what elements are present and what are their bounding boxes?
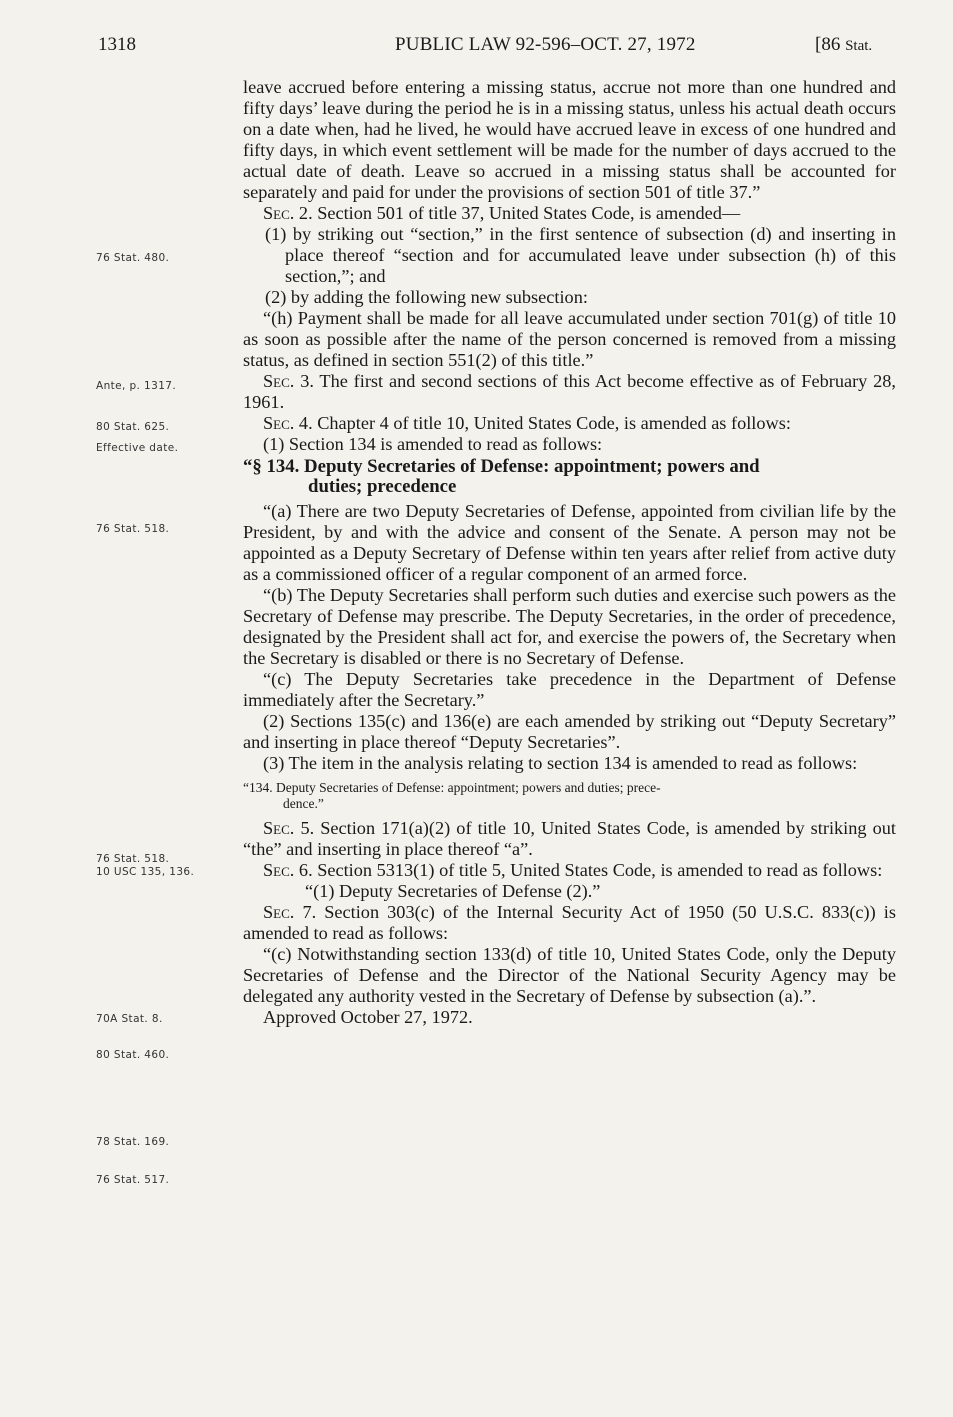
margin-note-line: 10 USC 135, 136.: [96, 866, 195, 878]
margin-note: 80 Stat. 625.: [96, 421, 170, 433]
section-text: 5. Section 171(a)(2) of title 10, United States Code, is amended by striking out “the” and inserting in place thereof “a”.: [243, 818, 896, 859]
paragraph: (1) Section 134 is amended to read as follows:: [263, 434, 603, 454]
paragraph: (3) The item in the analysis relating to section 134 is amended to read as follows:: [263, 753, 858, 773]
section-label: Sec.: [263, 860, 295, 880]
paragraph: leave accrued before entering a missing status, accrue not more than one hundred and fifty days’ leave during the period he is in a missing status, unless his actual death occurs on a date when, had he lived, he would have accrued leave in excess of one hundred and fifty days, in which event settlement will be made for the number of days accrued to the actual date of death. Leave so accrued in a missing status shall be accounted for separately and paid for under the provisions of section 501 of title 37.”: [243, 77, 896, 202]
heading-line: “§ 134. Deputy Secretaries of Defense: appointment; powers and: [243, 456, 760, 477]
paragraph: “(b) The Deputy Secretaries shall perform such duties and exercise such powers as the Secretary of Defense may prescribe. The Deputy Secretaries, in the order of precedence, designated by the President shall act for, and exercise the powers of, the Secretary when the Secretary is disabled or there is no Secretary of Defense.: [243, 585, 896, 668]
statute-volume: [86: [815, 34, 846, 55]
margin-note: 76 Stat. 517.: [96, 1174, 170, 1186]
section-text: 2. Section 501 of title 37, United States Code, is amended—: [294, 203, 741, 223]
analysis-item: [243, 780, 896, 812]
analysis-line: “134. Deputy Secretaries of Defense: appointment; powers and duties; prece-: [243, 780, 661, 795]
statute-abbrev: Stat.: [845, 38, 873, 54]
paragraph: “(h) Payment shall be made for all leave accumulated under section 701(g) of title 10 as soon as possible after the name of the person concerned is removed from a missing status, as defined in section 551(2) of this title.”: [243, 308, 896, 370]
section-heading: [243, 457, 896, 497]
paragraph: (2) by adding the following new subsection:: [265, 287, 588, 307]
section-label: Sec.: [263, 203, 295, 223]
analysis-line: dence.”: [283, 796, 324, 811]
margin-note: [96, 853, 246, 879]
margin-note: 80 Stat. 460.: [96, 1049, 170, 1061]
section-5: [243, 818, 896, 860]
paragraph: “(c) Notwithstanding section 133(d) of title 10, United States Code, only the Deputy Secretaries of Defense and the Director of the National Security Agency may be delegated any authority vested in the Secretary of Defense by subsection (a).”.: [243, 944, 896, 1006]
heading-line: duties; precedence: [308, 476, 457, 497]
approval-date: Approved October 27, 1972.: [263, 1007, 473, 1027]
section-label: Sec.: [263, 413, 295, 433]
section-4: [243, 413, 896, 434]
section-6: [243, 860, 896, 881]
margin-note: Effective date.: [96, 442, 179, 454]
paragraph: “(a) There are two Deputy Secretaries of Defense, appointed from civilian life by the President, by and with the advice and consent of the Senate. A person may not be appointed as a Deputy Secretary of Defense within ten years after relief from active duty as a commissioned officer of a regular component of an armed force.: [243, 501, 896, 584]
section-text: 3. The first and second sections of this Act become effective as of February 28, 1961.: [243, 371, 896, 412]
page-header: [0, 34, 953, 58]
page-number: 1318: [98, 34, 136, 55]
margin-note: 78 Stat. 169.: [96, 1136, 170, 1148]
margin-note: Ante, p. 1317.: [96, 380, 177, 392]
paragraph: (2) Sections 135(c) and 136(e) are each amended by striking out “Deputy Secretary” and inserting in place thereof “Deputy Secretaries”.: [243, 711, 896, 752]
margin-note: 76 Stat. 480.: [96, 252, 170, 264]
page-title: PUBLIC LAW 92-596–OCT. 27, 1972: [395, 34, 696, 55]
paragraph: (1) by striking out “section,” in the first sentence of subsection (d) and inserting in place thereof “section and for accumulated leave under subsection (h) of this section,”; and: [265, 224, 896, 286]
margin-note-line: 76 Stat. 518.: [96, 853, 170, 865]
section-3: [243, 371, 896, 413]
body-text: [243, 77, 896, 1028]
section-label: Sec.: [263, 371, 295, 391]
paragraph: “(1) Deputy Secretaries of Defense (2).”: [305, 881, 601, 901]
section-7: [243, 902, 896, 944]
section-label: Sec.: [263, 902, 295, 922]
margin-note: 70A Stat. 8.: [96, 1013, 163, 1025]
section-text: 4. Chapter 4 of title 10, United States Code, is amended as follows:: [294, 413, 791, 433]
section-text: 7. Section 303(c) of the Internal Security Act of 1950 (50 U.S.C. 833(c)) is amended to read as follows:: [243, 902, 896, 943]
section-text: 6. Section 5313(1) of title 5, United States Code, is amended to read as follows:: [294, 860, 883, 880]
section-2: [243, 203, 896, 224]
section-label: Sec.: [263, 818, 295, 838]
statute-reference: [815, 34, 872, 56]
margin-note: 76 Stat. 518.: [96, 523, 170, 535]
paragraph: “(c) The Deputy Secretaries take precedence in the Department of Defense immediately after the Secretary.”: [243, 669, 896, 710]
